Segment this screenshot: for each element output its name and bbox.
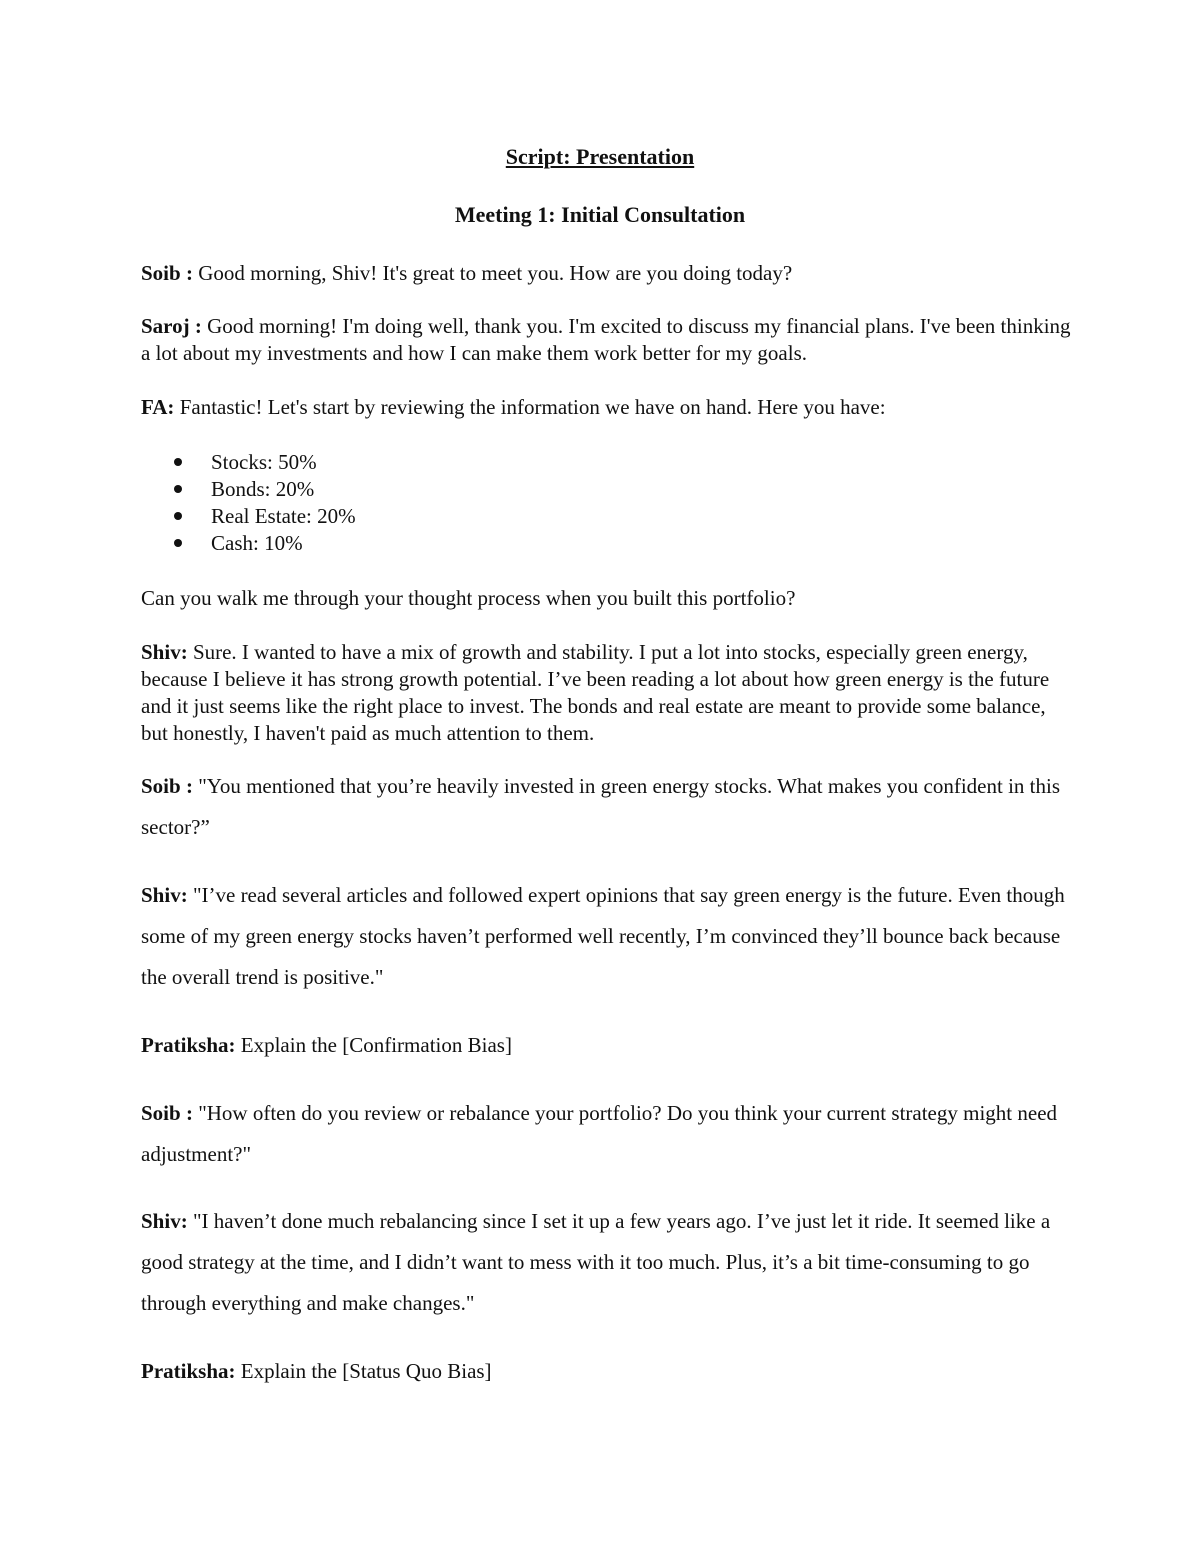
document-title: Script: Presentation (505, 144, 695, 169)
dialogue-line (141, 766, 1071, 848)
dialogue-text: Sure. I wanted to have a mix of growth and stability. I put a lot into stocks, especially green energy, because I believe it has strong growth potential. I’ve been reading a lot about how green energy is the future and it just seems like the right place to invest. The bonds and real estate are meant to provide some balance, but honestly, I haven't paid as much attention to them. (141, 640, 1050, 745)
speaker-name: Saroj : (141, 314, 202, 338)
dialogue-line (141, 875, 1071, 998)
speaker-name: Shiv: (141, 640, 188, 664)
list-item (141, 476, 356, 503)
dialogue-text: Fantastic! Let's start by reviewing the information we have on hand. Here you have: (174, 395, 886, 419)
dialogue-line (141, 260, 1071, 287)
dialogue-text: Explain the [Status Quo Bias] (235, 1359, 492, 1383)
dialogue-text: Good morning, Shiv! It's great to meet you. How are you doing today? (192, 261, 793, 285)
speaker-name: Pratiksha: (141, 1359, 236, 1383)
dialogue-text: Can you walk me through your thought process when you built this portfolio? (141, 586, 796, 610)
bullet-icon (174, 539, 182, 547)
speaker-name: Pratiksha: (141, 1033, 236, 1057)
list-item (141, 503, 356, 530)
dialogue-text: Good morning! I'm doing well, thank you. I'm excited to discuss my financial plans. I've been thinking a lot about my investments and how I can make them work better for my goals. (141, 314, 1071, 365)
speaker-name: Soib : (141, 774, 193, 798)
dialogue-line (141, 1351, 1071, 1392)
dialogue-text: "I’ve read several articles and followed expert opinions that say green energy is the future. Even though some of my green energy stocks haven’t performed well recently, I’m convinced they’ll bounce back because the overall trend is positive." (141, 883, 1065, 989)
dialogue-text: "How often do you review or rebalance your portfolio? Do you think your current strategy might need adjustment?" (141, 1101, 1058, 1166)
list-item-text: Real Estate: 20% (211, 504, 356, 528)
document-subtitle: Meeting 1: Initial Consultation (454, 202, 746, 227)
dialogue-line (141, 313, 1071, 367)
dialogue-line (141, 639, 1071, 747)
speaker-name: Shiv: (141, 883, 188, 907)
list-item (141, 449, 356, 476)
list-item-text: Stocks: 50% (211, 450, 317, 474)
list-item (141, 530, 356, 557)
list-item-text: Cash: 10% (211, 531, 303, 555)
dialogue-text: "You mentioned that you’re heavily invested in green energy stocks. What makes you confident in this sector?” (141, 774, 1061, 839)
bullet-icon (174, 485, 182, 493)
dialogue-text: "I haven’t done much rebalancing since I set it up a few years ago. I’ve just let it ride. It seemed like a good strategy at the time, and I didn’t want to mess with it too much. Plus, it’s a bit time-consuming to go through everything and make changes." (141, 1209, 1051, 1315)
speaker-name: FA: (141, 395, 175, 419)
dialogue-line (141, 394, 1071, 421)
dialogue-line (141, 1025, 1071, 1066)
dialogue-text: Explain the [Confirmation Bias] (235, 1033, 512, 1057)
portfolio-list (141, 449, 356, 557)
speaker-name: Soib : (141, 1101, 193, 1125)
dialogue-line (141, 1201, 1071, 1324)
bullet-icon (174, 512, 182, 520)
dialogue-line (141, 585, 1071, 612)
speaker-name: Shiv: (141, 1209, 188, 1233)
dialogue-line (141, 1093, 1071, 1175)
speaker-name: Soib : (141, 261, 193, 285)
list-item-text: Bonds: 20% (211, 477, 315, 501)
bullet-icon (174, 458, 182, 466)
